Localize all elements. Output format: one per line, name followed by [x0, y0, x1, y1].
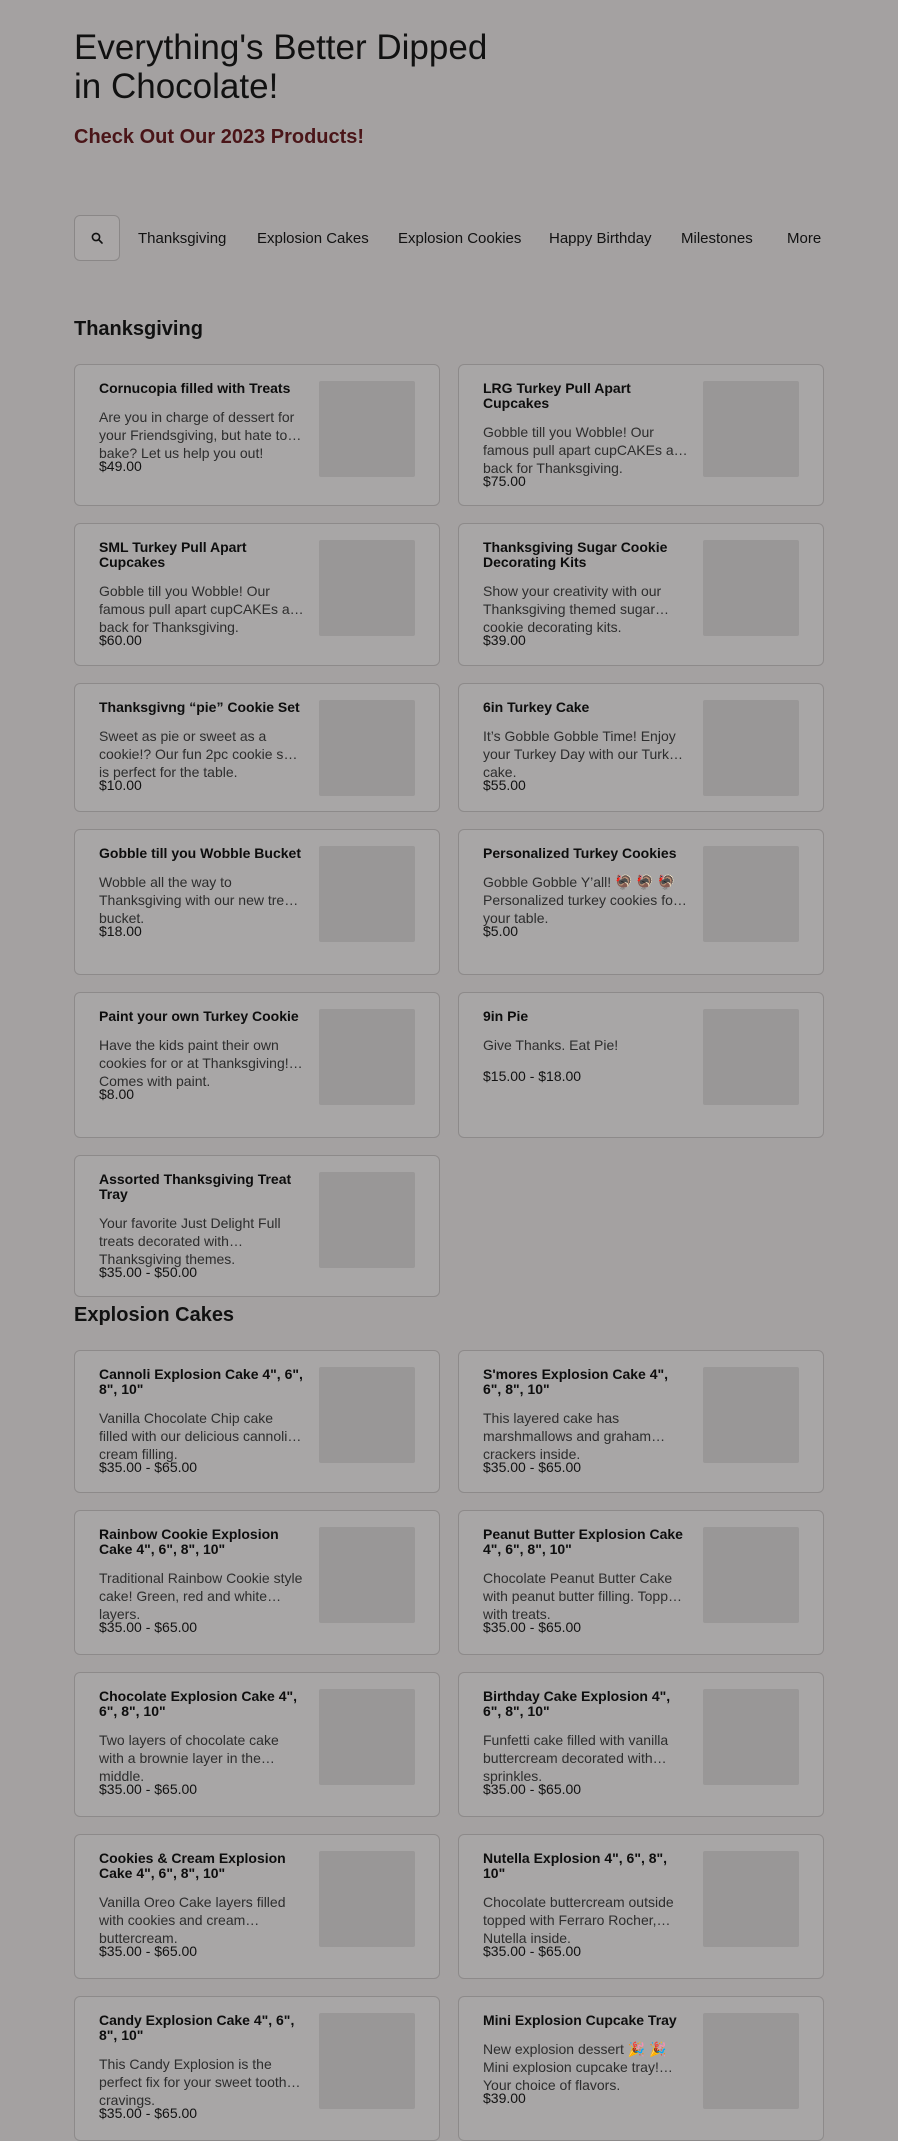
product-image-placeholder — [319, 1689, 415, 1785]
product-name: Personalized Turkey Cookies — [483, 845, 677, 861]
product-price: $75.00 — [483, 473, 526, 489]
product-description: Your favorite Just Delight Full treats decorated with Thanksgiving themes. — [99, 1215, 281, 1267]
product-name: Mini Explosion Cupcake Tray — [483, 2012, 677, 2028]
product-price: $35.00 - $65.00 — [483, 1781, 582, 1797]
product-name: Paint your own Turkey Cookie — [99, 1008, 299, 1024]
product-description: New explosion dessert 🎉 🎉 Mini explosion cupcake tray! Your choice of flavors. — [483, 2041, 667, 2093]
product-description: Show your creativity with our Thanksgiving themed sugar cookie decorating kits. — [483, 583, 662, 635]
product-image-placeholder — [319, 846, 415, 942]
product-image-placeholder — [703, 540, 799, 636]
product-name: Birthday Cake Explosion 4", 6", 8", 10" — [483, 1688, 671, 1719]
product-card[interactable] — [74, 364, 440, 506]
nav-item-happy-birthday[interactable]: Happy Birthday — [549, 230, 652, 247]
product-card[interactable] — [74, 683, 440, 812]
product-price: $55.00 — [483, 777, 526, 793]
product-card[interactable] — [74, 1672, 440, 1817]
product-price: $39.00 — [483, 2090, 526, 2106]
nav-item-milestones[interactable]: Milestones — [681, 230, 753, 247]
product-card[interactable] — [74, 829, 440, 975]
nav-item-explosion-cakes[interactable]: Explosion Cakes — [257, 230, 369, 247]
product-name: Rainbow Cookie Explosion Cake 4", 6", 8", 10" — [99, 1526, 279, 1557]
product-name: LRG Turkey Pull Apart Cupcakes — [483, 380, 631, 411]
product-price: $35.00 - $65.00 — [99, 1781, 198, 1797]
product-description: Chocolate buttercream outside topped with Ferraro Rocher, Nutella inside. — [483, 1894, 674, 1946]
product-image-placeholder — [703, 2013, 799, 2109]
product-name: Thanksgiving Sugar Cookie Decorating Kits — [483, 539, 668, 570]
nav-item-more[interactable]: More — [787, 230, 822, 247]
product-card[interactable] — [458, 1510, 824, 1655]
product-card[interactable] — [458, 1996, 824, 2141]
product-image-placeholder — [319, 1009, 415, 1105]
product-description: Have the kids paint their own cookies for or at Thanksgiving! Comes with paint. — [99, 1037, 289, 1089]
product-price: $35.00 - $65.00 — [99, 1943, 198, 1959]
product-image-placeholder — [703, 700, 799, 796]
product-name: 9in Pie — [483, 1008, 529, 1024]
product-image-placeholder — [703, 1851, 799, 1947]
product-image-placeholder — [703, 381, 799, 477]
category-nav — [74, 215, 824, 263]
product-price: $60.00 — [99, 632, 142, 648]
product-card[interactable] — [74, 523, 440, 666]
section-title-explosion-cakes: Explosion Cakes — [74, 1304, 235, 1326]
product-price: $35.00 - $65.00 — [483, 1459, 582, 1475]
product-name: Candy Explosion Cake 4", 6", 8", 10" — [99, 2012, 295, 2043]
product-card[interactable] — [458, 683, 824, 812]
product-image-placeholder — [319, 1851, 415, 1947]
product-description: Funfetti cake filled with vanilla buttercream decorated with sprinkles. — [483, 1732, 669, 1784]
product-card[interactable] — [458, 829, 824, 975]
product-price: $10.00 — [99, 777, 142, 793]
product-price: $49.00 — [99, 458, 142, 474]
product-price: $15.00 - $18.00 — [483, 1068, 582, 1084]
product-description: Vanilla Chocolate Chip cake filled with our delicious cannoli cream filling. — [99, 1410, 288, 1462]
search-button[interactable] — [74, 215, 120, 261]
search-icon — [91, 232, 103, 244]
product-name: Thanksgivng “pie” Cookie Set — [99, 699, 300, 715]
product-description: Gobble till you Wobble! Our famous pull apart cupCAKEs are back for Thanksgiving. — [99, 583, 303, 635]
hero-title: Everything's Better Dipped in Chocolate! — [74, 28, 488, 106]
product-description: Sweet as pie or sweet as a cookie!? Our fun 2pc cookie set is perfect for the table. — [99, 728, 296, 780]
product-description: Wobble all the way to Thanksgiving with our new treat bucket. — [99, 874, 296, 926]
product-card[interactable] — [458, 992, 824, 1138]
product-price: $5.00 — [483, 923, 519, 939]
product-card[interactable] — [458, 1672, 824, 1817]
product-card[interactable] — [74, 1155, 440, 1297]
hero-subtitle: Check Out Our 2023 Products! — [74, 126, 365, 148]
product-card[interactable] — [74, 1834, 440, 1979]
product-card[interactable] — [74, 992, 440, 1138]
product-card[interactable] — [458, 1834, 824, 1979]
product-name: Nutella Explosion 4", 6", 8", 10" — [483, 1850, 668, 1881]
product-price: $8.00 — [99, 1086, 135, 1102]
product-image-placeholder — [703, 846, 799, 942]
nav-item-thanksgiving[interactable]: Thanksgiving — [138, 230, 227, 247]
product-description: Give Thanks. Eat Pie! — [483, 1037, 619, 1053]
section-title-thanksgiving: Thanksgiving — [74, 318, 203, 340]
product-name: Cannoli Explosion Cake 4", 6", 8", 10" — [99, 1366, 303, 1397]
product-image-placeholder — [319, 700, 415, 796]
product-card[interactable] — [74, 1350, 440, 1493]
product-description: This Candy Explosion is the perfect fix for your sweet tooth cravings. — [99, 2056, 287, 2108]
nav-item-explosion-cookies[interactable]: Explosion Cookies — [398, 230, 522, 247]
product-image-placeholder — [319, 1172, 415, 1268]
product-card[interactable] — [458, 1350, 824, 1493]
product-description: Vanilla Oreo Cake layers filled with cookies and cream buttercream. — [99, 1894, 286, 1946]
product-card[interactable] — [74, 1996, 440, 2141]
product-image-placeholder — [703, 1527, 799, 1623]
product-image-placeholder — [703, 1689, 799, 1785]
product-price: $35.00 - $65.00 — [483, 1943, 582, 1959]
product-description: Traditional Rainbow Cookie style cake! Green, red and white layers. — [99, 1570, 303, 1622]
product-name: Cornucopia filled with Treats — [99, 380, 291, 396]
product-card[interactable] — [74, 1510, 440, 1655]
product-name: Assorted Thanksgiving Treat Tray — [99, 1171, 292, 1202]
product-description: Gobble till you Wobble! Our famous pull apart cupCAKEs are back for Thanksgiving. — [483, 424, 687, 476]
product-description: It’s Gobble Gobble Time! Enjoy your Turkey Day with our Turkey cake. — [483, 728, 684, 780]
product-image-placeholder — [319, 381, 415, 477]
product-price: $35.00 - $50.00 — [99, 1264, 198, 1280]
product-description: Are you in charge of dessert for your Friendsgiving, but hate to bake? Let us help you out! — [99, 409, 295, 461]
product-price: $35.00 - $65.00 — [483, 1619, 582, 1635]
product-price: $35.00 - $65.00 — [99, 2105, 198, 2121]
product-image-placeholder — [703, 1367, 799, 1463]
product-name: Gobble till you Wobble Bucket — [99, 845, 301, 861]
product-name: SML Turkey Pull Apart Cupcakes — [99, 539, 247, 570]
product-image-placeholder — [319, 2013, 415, 2109]
product-image-placeholder — [319, 1367, 415, 1463]
product-card[interactable] — [458, 523, 824, 666]
product-name: Peanut Butter Explosion Cake 4", 6", 8", 10" — [483, 1526, 683, 1557]
product-description: This layered cake has marshmallows and graham crackers inside. — [483, 1410, 652, 1462]
product-price: $18.00 — [99, 923, 142, 939]
product-price: $35.00 - $65.00 — [99, 1459, 198, 1475]
product-name: Cookies & Cream Explosion Cake 4", 6", 8", 10" — [99, 1850, 286, 1881]
product-name: S'mores Explosion Cake 4", 6", 8", 10" — [483, 1366, 669, 1397]
product-image-placeholder — [703, 1009, 799, 1105]
product-image-placeholder — [319, 540, 415, 636]
product-description: Gobble Gobble Y’all! 🦃 🦃 🦃 Personalized turkey cookies for your table. — [483, 874, 678, 926]
product-name: Chocolate Explosion Cake 4", 6", 8", 10" — [99, 1688, 298, 1719]
product-description: Two layers of chocolate cake with a brownie layer in the middle. — [99, 1732, 279, 1784]
product-description: Chocolate Peanut Butter Cake with peanut butter filling. Topped with treats. — [483, 1570, 684, 1622]
product-card[interactable] — [458, 364, 824, 506]
product-price: $35.00 - $65.00 — [99, 1619, 198, 1635]
product-name: 6in Turkey Cake — [483, 699, 590, 715]
product-price: $39.00 — [483, 632, 526, 648]
product-image-placeholder — [319, 1527, 415, 1623]
